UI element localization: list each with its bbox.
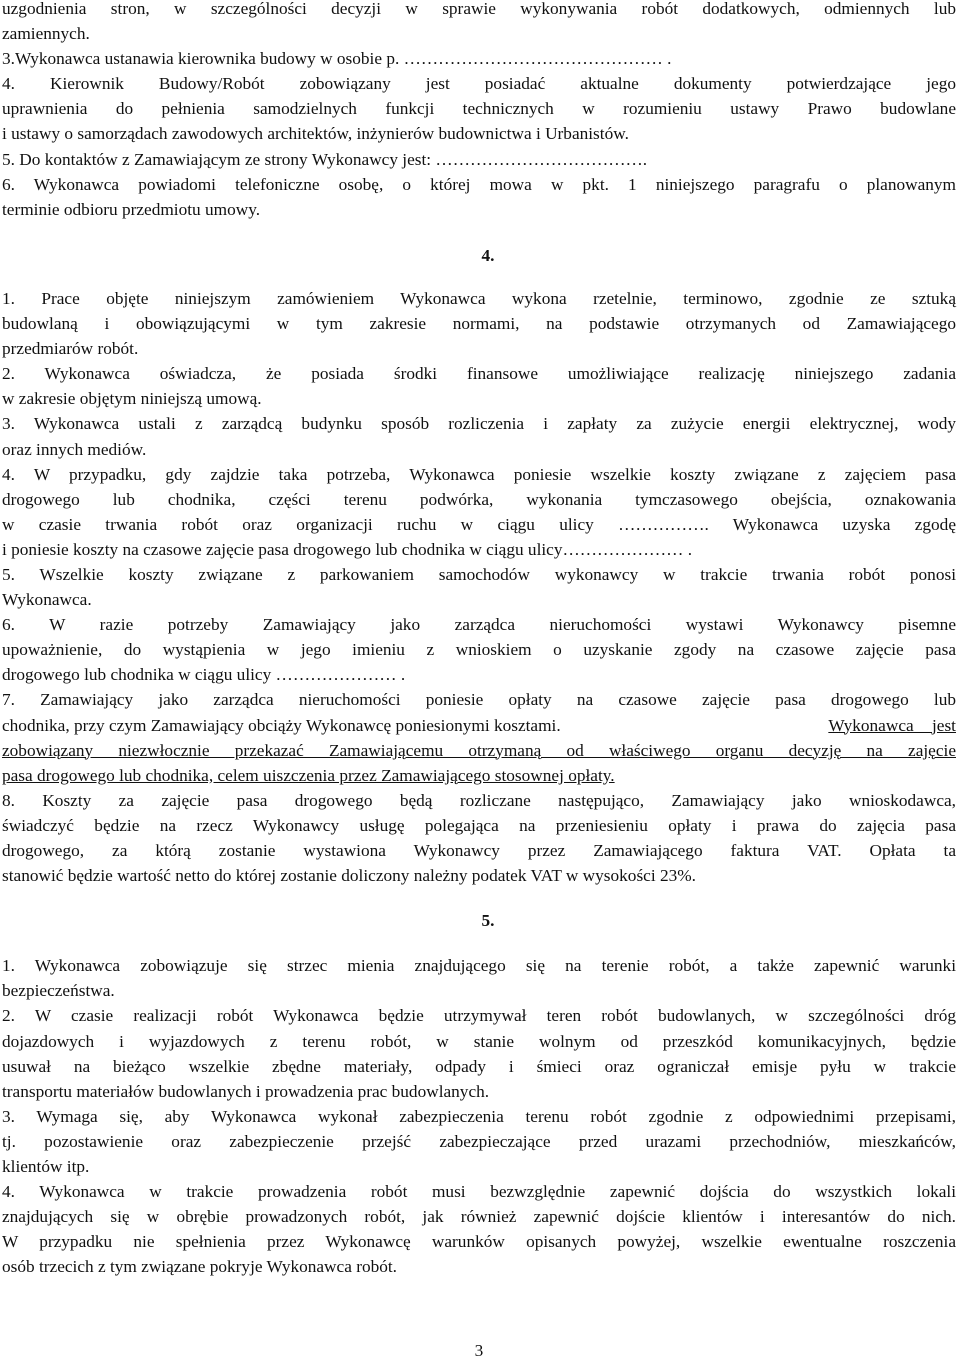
- paragraph-line: tj. pozostawienie oraz zabezpieczenie przejść zabezpieczające przed urazami przechodniów, mieszkańców,: [2, 1131, 956, 1151]
- paragraph-line: dojazdowych i wyjazdowych z terenu robót, w stanie wolnym od przeszkód komunikacyjnych, będzie: [2, 1031, 956, 1051]
- paragraph-line: 3. Wykonawca ustali z zarządcą budynku sposób rozliczenia i zapłaty za zużycie energii elektrycznej, wody: [2, 414, 956, 434]
- paragraph-line: W przypadku nie spełnienia przez Wykonawcę warunków opisanych powyżej, wszelkie ewentualne roszczenia: [2, 1232, 956, 1252]
- page-number: 3: [474, 1341, 484, 1360]
- section-heading-5: 5.: [481, 911, 495, 931]
- section-4-item-3: [0, 411, 958, 461]
- underlined-text: Wykonawca jest: [828, 715, 956, 735]
- paragraph-line: przedmiarów robót.: [2, 339, 139, 359]
- paragraph-line: znajdujących się w obrębie prowadzonych robót, jak również zapewnić dojście klientów i interesantów do nich.: [2, 1207, 956, 1227]
- paragraph-line: 2. Wykonawca oświadcza, że posiada środki finansowe umożliwiające realizację niniejszego zadania: [2, 364, 956, 384]
- paragraph-line: upoważnienie, do wystąpienia w jego imieniu z wnioskiem o uzyskanie zgody na czasowe zajęcie pasa: [2, 640, 956, 660]
- paragraph-line: Wykonawca.: [2, 590, 92, 610]
- section-5-body: [0, 953, 958, 1279]
- section-4-item-6: [0, 612, 958, 687]
- section-5-item-2: [0, 1003, 958, 1103]
- paragraph-line: i poniesie koszty na czasowe zajęcie pasa drogowego lub chodnika w ciągu ulicy………………… .: [2, 539, 693, 559]
- section-4-item-4: [0, 462, 958, 562]
- paragraph-line: osób trzecich z tym związane pokryje Wykonawca robót.: [2, 1257, 397, 1277]
- paragraph-line: drogowego lub chodnika w ciągu ulicy ………………… .: [2, 665, 406, 685]
- paragraph-line: 7. Zamawiający jako zarządca nieruchomości poniesie opłaty na czasowe zajęcie pasa drogowego lub: [2, 690, 956, 710]
- underlined-text: pasa drogowego lub chodnika, celem uiszczenia przez Zamawiającego stosownej opłaty.: [2, 765, 615, 785]
- paragraph-line: klientów itp.: [2, 1157, 90, 1177]
- paragraph-line: transportu materiałów budowlanych i prowadzenia prac budowlanych.: [2, 1081, 490, 1101]
- intro-block: [0, 0, 958, 222]
- paragraph-line: drogowego, za którą zostanie wystawiona Wykonawcy przez Zamawiającego faktura VAT. Opłata ta: [2, 841, 956, 860]
- intro-item-4: uprawnienia do pełnienia samodzielnych funkcji technicznych w rozumieniu ustawy Prawo budowlane: [2, 99, 956, 119]
- section-5-item-3: [0, 1104, 958, 1179]
- paragraph-line: 3. Wymaga się, aby Wykonawca wykonał zabezpieczenia terenu robót zgodnie z odpowiednimi przepisami,: [2, 1106, 956, 1126]
- paragraph-line: drogowego lub chodnika, części terenu podwórka, wykonania tymczasowego obejścia, oznakowania: [2, 489, 956, 509]
- intro-line: zamiennych.: [2, 24, 90, 44]
- section-4-item-2: [0, 361, 958, 411]
- paragraph-line: 1. Wykonawca zobowiązuje się strzec mienia znajdującego się na terenie robót, a także zapewnić warunki: [2, 956, 956, 976]
- paragraph-line: usuwał na bieżąco wszelkie zbędne materiały, odpady i śmieci oraz ograniczał emisje pyłu w trakcie: [2, 1056, 956, 1076]
- section-5-item-1: [0, 953, 958, 1003]
- section-4-body: [0, 286, 958, 888]
- paragraph-line: bezpieczeństwa.: [2, 981, 115, 1001]
- intro-item-6: 6. Wykonawca powiadomi telefoniczne osobę, o której mowa w pkt. 1 niniejszego paragrafu o planowanym: [2, 174, 956, 194]
- section-heading-4: 4.: [481, 245, 495, 265]
- paragraph-text: chodnika, przy czym Zamawiający obciąży Wykonawcę poniesionymi kosztami.: [2, 715, 561, 735]
- paragraph-line: 2. W czasie realizacji robót Wykonawca będzie utrzymywał teren robót budowlanych, w szczególności dróg: [2, 1006, 956, 1026]
- intro-item-4: i ustawy o samorządach zawodowych architektów, inżynierów budownictwa i Urbanistów.: [2, 124, 629, 144]
- paragraph-line: w czasie trwania robót oraz organizacji ruchu w ciągu ulicy ……………. Wykonawca uzyska zgodę: [2, 514, 956, 534]
- paragraph-line: stanowić będzie wartość netto do której zostanie doliczony należny podatek VAT w wysokości 23%.: [2, 866, 696, 886]
- paragraph-line: świadczyć będzie na rzecz Wykonawcy usługę polegająca na przeniesieniu opłaty i prawa do zajęcia pasa: [2, 815, 956, 835]
- underlined-text: zobowiązany niezwłocznie przekazać Zamawiającemu otrzymaną od właściwego organu decyzję na zajęcie: [2, 740, 956, 760]
- paragraph-line: w zakresie objętym niniejszą umową.: [2, 389, 262, 409]
- intro-item-3: 3.Wykonawca ustanawia kierownika budowy w osobie p. ……………………………………… .: [2, 49, 672, 69]
- paragraph-line: oraz innych mediów.: [2, 439, 147, 459]
- intro-line: uzgodnienia stron, w szczególności decyzji w sprawie wykonywania robót dodatkowych, odmiennych lub: [2, 0, 956, 18]
- paragraph-line: [0, 763, 958, 788]
- section-4-item-5: [0, 562, 958, 612]
- paragraph-line: 6. W razie potrzeby Zamawiający jako zarządca nieruchomości wystawi Wykonawcy pisemne: [2, 615, 956, 635]
- paragraph-line: 4. Wykonawca w trakcie prowadzenia robót musi bezwzględnie zapewnić dojścia do wszystkich lokali: [2, 1182, 956, 1202]
- paragraph-line: 8. Koszty za zajęcie pasa drogowego będą rozliczane następująco, Zamawiający jako wnioskodawca,: [2, 790, 956, 810]
- paragraph-line: 1. Prace objęte niniejszym zamówieniem Wykonawca wykona rzetelnie, terminowo, zgodnie ze sztuką: [2, 288, 956, 308]
- paragraph-line: [0, 713, 958, 738]
- intro-item-6: terminie odbioru przedmiotu umowy.: [2, 199, 261, 219]
- intro-item-5: 5. Do kontaktów z Zamawiającym ze strony Wykonawcy jest: ……………………………….: [2, 149, 648, 169]
- intro-item-4: 4. Kierownik Budowy/Robót zobowiązany jest posiadać aktualne dokumenty potwierdzające jego: [2, 74, 956, 94]
- paragraph-line: 4. W przypadku, gdy zajdzie taka potrzeba, Wykonawca poniesie wszelkie koszty związane z zajęciem pasa: [2, 464, 956, 484]
- section-4-item-8: [0, 788, 958, 888]
- section-5-item-4: [0, 1179, 958, 1279]
- paragraph-line: 5. Wszelkie koszty związane z parkowaniem samochodów wykonawcy w trakcie trwania robót ponosi: [2, 564, 956, 584]
- section-4-item-1: [0, 286, 958, 361]
- paragraph-line: budowlaną i obowiązującymi w tym zakresie normami, na podstawie otrzymanych od Zamawiającego: [2, 314, 956, 334]
- section-4-item-7: [0, 687, 958, 787]
